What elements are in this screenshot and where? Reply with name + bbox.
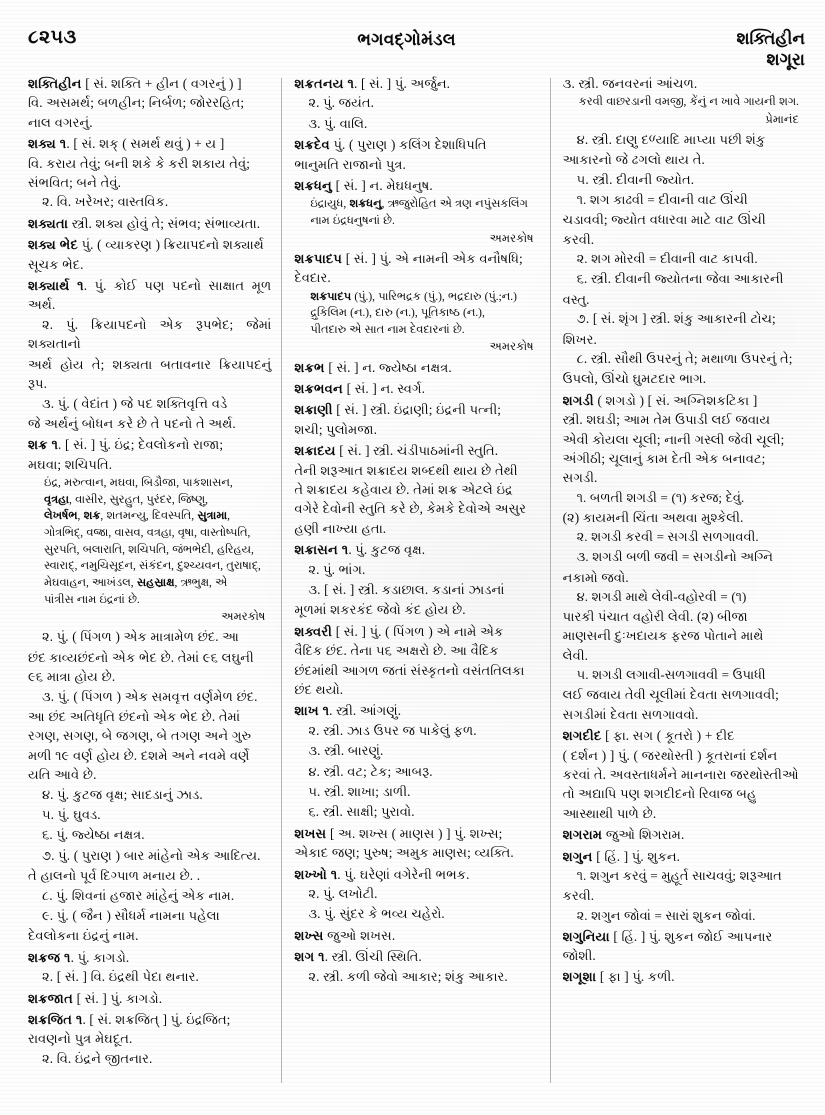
- idiom-cont: નકામો જવો.: [562, 569, 629, 585]
- dictionary-entry: [294, 926, 539, 945]
- headword: શખ્સ: [294, 927, 324, 943]
- entry-text: સંભવિત; બને તેવું.: [28, 175, 121, 191]
- column-1: [14, 74, 281, 1109]
- headword: શક્રપાદપ: [294, 250, 343, 266]
- synonym-line: દ્રુકિલિમ (ન.), દારુ (ન.), પૂતિકાષ્ઠ (ન.),: [310, 307, 485, 320]
- entry-text: . પું. કુટજ વૃક્ષ.: [348, 542, 426, 558]
- entry-text: [ સં. ] સ્ત્રી. ચંડીપાઠમાંની સ્તુતિ.: [335, 443, 499, 459]
- sense-cont: ઉપલો, ઊંચો ઘુમટદાર ભાગ.: [562, 371, 707, 387]
- sense-cont: જે અર્થનું બોધન કરે છે તે પદનો તે અર્થ.: [28, 415, 236, 431]
- synonym-line: સુરપતિ, બલારાતિ, શચિપતિ, જંભભેદી, હરિહય,: [44, 543, 254, 556]
- running-head-guide-words: [736, 22, 805, 71]
- idiom-cont: માણસની દુઃખદાયક ફરજ પોતાને માથે: [562, 628, 764, 644]
- synonym-line: વૃત્રહા, વાસીર, સુરહુત, પુરંદર, જિષ્ણુ,: [44, 493, 208, 506]
- headword: શક્યતા: [28, 215, 69, 231]
- dictionary-entry: [294, 622, 539, 700]
- headword: શક્રજ ૧: [28, 949, 71, 965]
- dictionary-entry: [294, 701, 539, 821]
- headword: શગડી: [562, 392, 594, 408]
- headword: શક્રજિત ૧: [28, 1012, 83, 1027]
- dictionary-entry: [563, 967, 805, 986]
- source-citation: અમરકોષ: [489, 340, 534, 354]
- entry-text: વિ. કરાય તેવું; બની શકે કે કરી શકાય તેવું;: [28, 155, 250, 171]
- dictionary-entry: [294, 540, 539, 620]
- entry-text: વૈદિક છંદ. તેના ૫૬ અક્ષરો છે. આ વૈદિક: [294, 643, 499, 659]
- sense: ૮. પું. શિવનાં હજાર માંહેનું એક નામ.: [42, 887, 235, 903]
- dictionary-entry: [294, 249, 539, 356]
- entry-text: મઘવા; શચિપતિ.: [28, 456, 113, 472]
- dictionary-entry: [28, 435, 271, 945]
- entry-text: સૂચક ભેદ.: [28, 256, 84, 272]
- sense-cont: મળી ૧૯ વર્ણ હોય છે. દશમે અને નવમે વર્ણે: [28, 747, 250, 763]
- sense: ૪. પું. કુટજ વૃક્ષ; સાદડાનું ઝાડ.: [42, 786, 203, 802]
- synonym-block: [294, 196, 539, 229]
- entry-text: છંદમાંથી આગળ જતાં સંસ્કૃતનો વસંતતિલકા: [294, 662, 525, 678]
- idiom: ૧. બળતી શગડી = (૧) કરજ; દેવું.: [576, 489, 745, 505]
- idiom-cont: લેવી.: [562, 647, 588, 663]
- entry-text: દેવદાર.: [294, 270, 331, 286]
- entry-text: . પું. કાગડો.: [70, 949, 130, 965]
- headword: શખસ: [294, 825, 327, 841]
- sense: ૬. પું. જ્યેષ્ઠા નક્ષત્ર.: [42, 827, 145, 843]
- entry-text: [ સં. ] સ્ત્રી. ઇંદ્રાણી; ઇંદ્રની પત્ની;: [332, 402, 501, 418]
- headword: શાખ ૧: [294, 703, 330, 719]
- sense: ૩. [ સં. ] સ્ત્રી. કડાછાલ. કડાનાં ઝાડનાં: [308, 581, 505, 597]
- sense: ૨. સ્ત્રી. કળી જેવો આકાર; શંકુ આકાર.: [308, 968, 508, 984]
- idiom: ૧. શગ કાઢવી = દીવાની વાટ ઊંચી: [576, 192, 748, 208]
- dictionary-entry: [563, 391, 805, 724]
- idiom: ૨. શગડી કરવી = સગડી સળગાવવી.: [576, 529, 759, 545]
- entry-text: જુઓ શખસ.: [323, 927, 396, 943]
- entry-text: [ સં. ] ન. મેઘધનુષ.: [331, 178, 433, 194]
- entry-text: છંદ થયો.: [294, 682, 344, 698]
- headword: શક્રધનુ: [294, 178, 332, 194]
- entry-text: તો અદ્યાપિ પણ શગદીદનો રિવાજ બહુ: [562, 786, 757, 802]
- entry-text: એવી કોયલા ચૂલી; નાની ગસ્લી જેવી ચૂલી;: [562, 431, 785, 447]
- idiom: ૨. શગ મોરવી = દીવાની વાટ કાપવી.: [576, 251, 758, 267]
- synonym-line: મેઘવાહન, આખંડલ, સહસ્રાક્ષ, ઋભુક્ષ, એ: [44, 576, 228, 589]
- synonym-block: [28, 475, 271, 608]
- idiom-cont: ચડાવવી; જ્યોત વધારવા માટે વાટ ઊંચી: [562, 212, 766, 228]
- sense-cont: શિખર.: [562, 331, 597, 347]
- sense-cont: તે હાલનો પૂર્વ દિગ્પાળ મનાય છે. .: [28, 868, 201, 884]
- sense: ૭. પું. ( પુરાણ ) બાર માંહેનો એક આદિત્ય.: [42, 847, 261, 863]
- headword: શક્તિહીન: [28, 76, 82, 91]
- guide-word-second: શગૂરા: [766, 50, 805, 70]
- entry-text: [ સં. ] પું. એ નામની એક વનૌષધિ;: [342, 250, 523, 266]
- headword: શક્રાસન ૧: [294, 542, 349, 558]
- dictionary-entry: [294, 441, 539, 538]
- headword: શગદીદ: [562, 728, 602, 744]
- synonym-line: પાંત્રીસ નામ ઇંદ્રનાં છે.: [44, 593, 140, 606]
- sense-cont: યતિ આવે છે.: [28, 767, 97, 783]
- sense: ૨. પું. લખોટી.: [308, 886, 378, 902]
- entry-text: [ સં. ] ન. સ્વર્ગ.: [342, 380, 425, 396]
- dictionary-entry: [563, 927, 805, 966]
- headword: શક્ય ભેદ: [28, 237, 78, 253]
- verse-quotation: [563, 94, 805, 111]
- sense: ૩. પું. ( પિંગળ ) એક સમવૃત્ત વર્ણમેળ છંદ.: [42, 688, 258, 704]
- entry-text: . પું. ઘરેણાં વગેરેની ભભક.: [337, 866, 470, 882]
- entry-text: [ સં. શક્તિ + હીન ( વગરનું ) ]: [81, 76, 242, 91]
- headword: શક્રતનય ૧: [294, 76, 355, 91]
- sense: ૪. સ્ત્રી. દાણુ દળ્યાદિ માપ્યા પછી શંકુ: [576, 132, 766, 148]
- column-2: [282, 74, 549, 1109]
- entry-text: . [ સં. ] પું. અર્જુન.: [354, 76, 450, 91]
- sense-cont: અર્થ હોય તે; શક્યતા બતાવનાર ક્રિયાપદનું રૂપ.: [28, 356, 272, 392]
- headword: શગ ૧: [294, 949, 325, 965]
- sense: ૮. સ્ત્રી. સૌથી ઉપરનું તે; મથાળા ઉપરનું તે;: [576, 350, 793, 366]
- headword: શખ્ખો ૧: [294, 866, 338, 882]
- headword: શગુન: [562, 848, 593, 864]
- sense-cont: ૯૬ માત્રા હોય છે.: [28, 669, 116, 685]
- entry-text: . પું. કોઈ પણ પદનો સાક્ષાત મૂળ અર્થ.: [28, 278, 272, 313]
- sense: ૩. પું. સુંદર કે ભવ્ય ચહેરો.: [308, 906, 445, 922]
- idiom: ૨. શગુન જોવાં = સારાં શુકન જોવાં.: [576, 907, 756, 923]
- dictionary-entry: [28, 235, 271, 274]
- headword: શક્રદેવ: [294, 137, 330, 153]
- entry-text: [ સં. ] પું. કાગડો.: [72, 990, 163, 1006]
- sense: ૨. પું. જયંત.: [308, 95, 374, 111]
- entry-text: તેની શરૂઆત શક્રાદય શબ્દથી થાય છે તેથી: [294, 462, 518, 478]
- entry-text: તે શક્રાદય કહેવાય છે. તેમાં શક્ર એટલે ઇંદ્ર: [294, 481, 513, 497]
- entry-text: [ ફા ] પું. કળી.: [596, 969, 675, 985]
- headword: શક્રભવન: [294, 380, 343, 396]
- headword: શક્વરી: [294, 623, 333, 639]
- synonym-block: [294, 289, 539, 339]
- entry-text: શચી; પુલોમજા.: [294, 421, 377, 437]
- dictionary-entry: [294, 824, 539, 863]
- idiom-cont: સગડીમાં દેવતા સળગાવવો.: [562, 706, 699, 722]
- entry-text: . [ સં. શક્ ( સમર્થ થવું ) + ય ]: [66, 136, 225, 152]
- headword: શગૂશા: [562, 969, 597, 985]
- entry-text: સ્ત્રી. શઘડી; આમ તેમ ઉપાડી લઈ જવાય: [562, 412, 771, 428]
- dictionary-entry: [28, 276, 271, 433]
- headword: શક્રજાત: [28, 990, 73, 1006]
- sense-cont: છંદ કાવ્યછંદનો એક ભેદ છે. તેમાં ૯૬ લઘુની: [28, 649, 254, 665]
- idiom: ૫. શગડી લગાવી-સળગાવવી = ઉપાધી: [576, 667, 766, 683]
- entry-text: ( શગડો ) [ સં. અગ્નિશકટિકા ]: [593, 392, 758, 408]
- dictionary-entry: [563, 726, 805, 823]
- sense-cont: વસ્તુ.: [562, 291, 590, 307]
- sense: ૩. પું. ( વેદાંત ) જે પદ શક્તિવૃત્તિ વડે: [42, 395, 228, 411]
- idiom: ૩. શગડી બળી જવી = સગડીનો અગ્નિ: [576, 549, 773, 565]
- sense: ૨. પું. ( પિંગળ ) એક માત્રામેળ છંદ. આ: [42, 629, 240, 645]
- synonym-line: ગોત્રભિદ્, વજ્રા, વાસવ, વત્રહા, વૃષા, વાસ્તોષ્પતિ,: [44, 527, 251, 540]
- entry-text: સ્ત્રી. શક્ય હોવું તે; સંભવ; સંભાવ્યતા.: [68, 215, 261, 231]
- headword: શક્રભ: [294, 359, 325, 375]
- guide-word-first: શક્તિહીન: [736, 29, 805, 48]
- dictionary-entry: [28, 989, 271, 1008]
- entry-text: [ અ. શખ્સ ( માણસ ) ] પું. શખ્સ;: [326, 825, 503, 841]
- entry-text: વિ. અસમર્થ; બળહીન; નિર્બળ; જોરરહિત;: [28, 95, 244, 111]
- dictionary-entry: [28, 214, 271, 233]
- sense: ૫. પું. ઘુવડ.: [42, 806, 101, 822]
- dictionary-entry-continuation: [563, 74, 805, 389]
- dictionary-entry: [28, 74, 271, 132]
- headword: શક્યાર્થ ૧: [28, 278, 84, 294]
- sense: ૨. સ્ત્રી. ઝાડ ઉપર જ પાકેલું ફળ.: [308, 722, 477, 738]
- dictionary-entry: [294, 865, 539, 924]
- dictionary-entry: [28, 134, 271, 212]
- headword: શગરામ: [562, 827, 603, 843]
- entry-text: સગડી.: [562, 470, 598, 486]
- entry-text: પું. ( વ્યાકરણ ) ક્રિયાપદનો શક્યાર્થ: [77, 237, 264, 253]
- sense: ૩. સ્ત્રી. જનવરનાં આંચળ.: [562, 76, 698, 91]
- synonym-line: નામ ઇંદ્રધનુષનાં છે.: [310, 215, 395, 228]
- sense: ૩. સ્ત્રી. બારણું.: [308, 743, 384, 759]
- entry-text: હણી નાખ્યા હતા.: [294, 520, 387, 536]
- headword: શક્ય ૧: [28, 136, 67, 152]
- dictionary-entry: [563, 847, 805, 925]
- source-citation: અમરકોષ: [221, 610, 266, 624]
- idiom-cont: (૨) કાયમની ચિંતા અથવા મુશ્કેલી.: [562, 509, 744, 525]
- entry-text: . સ્ત્રી. ઊંચી સ્થિતિ.: [324, 949, 422, 965]
- idiom-cont: લઈ જવાય તેવી ચૂલીમાં દેવતા સળગાવવી;: [562, 687, 779, 703]
- entry-text: જોશી.: [562, 948, 596, 964]
- sense: ૨. પું. ક્રિયાપદનો એક રૂપભેદ; જેમાં શક્યતાનો: [28, 316, 272, 352]
- synonym-line: સ્વારાદ્, નમુચિસૂદન, સંકંદન, દુશ્ચ્યવન, તુરાષાદ્,: [44, 560, 261, 573]
- entry-text: [ હિં. ] પું. શુકન જોઈ આપનાર: [609, 928, 773, 944]
- sense: ૫. સ્ત્રી. દીવાની જ્યોત.: [576, 171, 695, 187]
- entry-text: ભાનુમતિ રાજાનો પુત્ર.: [294, 156, 406, 172]
- dictionary-entry: [28, 948, 271, 987]
- dictionary-entry: [294, 400, 539, 439]
- entry-text: અંગીઠી; ચૂલાનું કામ દેતી એક બનાવટ;: [562, 450, 766, 466]
- source-citation: અમરકોષ: [489, 231, 534, 245]
- sense-cont: રગણ, સગણ, બે જગણ, બે તગણ અને ગુરુ: [28, 728, 252, 744]
- entry-text: વગેરે દેવોની સ્તુતિ કરે છે, કેમકે દેવોએ અસુર: [294, 501, 527, 517]
- synonym-line: પીતદારુ એ સાત નામ દેવદારનાં છે.: [310, 323, 465, 336]
- sense: ૨. વિ. ખરેખર; વાસ્તવિક.: [42, 194, 169, 210]
- entry-text: જુઓ શિગરામ.: [602, 827, 685, 843]
- sense: ૨. પું. ભાંગ.: [308, 561, 366, 577]
- sense: ૩. પું. વાલિ.: [308, 115, 368, 131]
- page-number: ૮૨૫૩: [28, 27, 77, 48]
- synonym-line: ઇંદ્રાયુધ, શક્રધનુ, ઋજુરોહિત એ ત્રણ નપુંસકલિંગ: [310, 198, 528, 211]
- entry-text: પું. ( પુરાણ ) કલિંગ દેશાધિપતિ: [329, 137, 487, 153]
- idiom: ૪. શગડી માથે લેવી-વહોરવી = (૧): [576, 588, 747, 604]
- column-container: [14, 74, 811, 1109]
- sense: ૭. [ સં. શૃંગ ] સ્ત્રી. શંકુ આકારની ટોચ;: [576, 311, 776, 327]
- headword: શક્રાદય: [294, 443, 336, 459]
- sense-cont: આકારનો જે ઢગલો થાય તે.: [562, 152, 705, 168]
- sense: ૬. સ્ત્રી. સાક્ષી; પુરાવો.: [308, 804, 415, 820]
- idiom-cont: કરવી.: [562, 888, 595, 904]
- entry-text: ( દર્શન ) ] પું. ( જરથોસ્તી ) કૂતરાનાં દર્શન: [562, 747, 778, 763]
- dictionary-entry: [294, 947, 539, 986]
- entry-text: . સ્ત્રી. આંગણું.: [329, 703, 402, 719]
- entry-text: કરવાં તે. અવસ્તાધર્મને માનનારા જરથોસ્તીઓ: [562, 767, 799, 782]
- idiom-cont: કરવી.: [562, 231, 595, 247]
- dictionary-entry: [294, 176, 539, 247]
- entry-text: . [ સં. શક્રજિત્ ] પું. ઇંદ્રજિત;: [82, 1012, 231, 1027]
- dictionary-entry: [563, 825, 805, 844]
- dictionary-entry: [294, 135, 539, 174]
- entry-text: [ ફા. સગ ( કૂતરો ) + દીદ: [601, 728, 735, 744]
- headword: શક્રાણી: [294, 402, 333, 418]
- running-title: ભગવદ્ગોમંડલ: [357, 30, 456, 49]
- entry-text: આસ્થાથી પાળે છે.: [562, 805, 657, 821]
- sense: ૨. [ સં. ] વિ. ઇંદ્રથી પેદા થનાર.: [42, 969, 199, 985]
- sense: ૨. વિ. ઇંદ્રને જીતનાર.: [42, 1050, 153, 1066]
- sense: ૬. સ્ત્રી. દીવાની જ્યોતના જેવા આકારની: [576, 271, 784, 287]
- column-3: [551, 74, 811, 1109]
- sense-cont: આ છંદ અતિધૃતિ છંદનો એક ભેદ છે. તેમાં: [28, 708, 241, 724]
- entry-text: રાવણનો પુત્ર મેઘદૂત.: [28, 1031, 133, 1047]
- synonym-line: ઇંદ્ર, મરુત્વાન, મઘવા, બિડૌજા, પાકશાસન,: [44, 477, 233, 490]
- dictionary-entry: [294, 74, 539, 133]
- entry-text: . [ સં. ] પું. ઇંદ્ર; દેવલોકનો રાજા;: [58, 437, 224, 453]
- entry-text: [ સં. ] ન. જ્યેષ્ઠા નક્ષત્ર.: [324, 359, 452, 375]
- sense: ૯. પું. ( જૈન ) સૌધર્મ નામના પહેલા: [42, 907, 220, 923]
- entry-text: [ હિં. ] પું. શુકન.: [592, 848, 680, 864]
- source-citation: પ્રેમાનંદ: [765, 113, 799, 127]
- idiom-cont: પારકી પંચાત વહોરી લેવી. (૨) બીજા: [562, 609, 748, 625]
- headword: શક્ર ૧: [28, 437, 59, 453]
- dictionary-entry: [28, 1010, 271, 1068]
- synonym-line: શક્રપાદપ (પું.), પારિભદ્રક (પું.), ભદ્રદારુ (પું.;ન.): [310, 290, 517, 303]
- entry-text: એકાદ જણ; પુરુષ; અમુક માણસ; વ્યક્તિ.: [294, 845, 514, 861]
- running-head: [14, 22, 811, 74]
- entry-text: [ સં. ] પું. ( પિંગળ ) એ નામે એક: [332, 623, 504, 639]
- sense-cont: દેવલોકના ઇંદ્રનું નામ.: [28, 928, 139, 944]
- sense-cont: મૂળમાં શકરકંદ જેવો કંદ હોય છે.: [294, 602, 466, 618]
- quotation-line: કરવી વાછરડાની વમજી, કેંનું ન ખાવે ગાયની શગ.: [578, 96, 799, 109]
- entry-text: નાલ વગરનું.: [28, 114, 93, 130]
- dictionary-entry: [294, 358, 539, 377]
- headword: શગુનિયા: [562, 928, 610, 944]
- sense: ૪. સ્ત્રી. વટ; ટેક; આબરૂ.: [308, 763, 433, 779]
- synonym-line: લેખર્ષભ, શક્ર, શતમન્યુ, દિવસ્પતિ, સુત્રામા,: [44, 510, 231, 523]
- sense: ૫. સ્ત્રી. શાખા; ડાળી.: [308, 784, 411, 800]
- idiom: ૧. શગુન કરવું = મુહૂર્ત સાચવવું; શરૂઆત: [576, 868, 782, 884]
- dictionary-entry: [294, 379, 539, 398]
